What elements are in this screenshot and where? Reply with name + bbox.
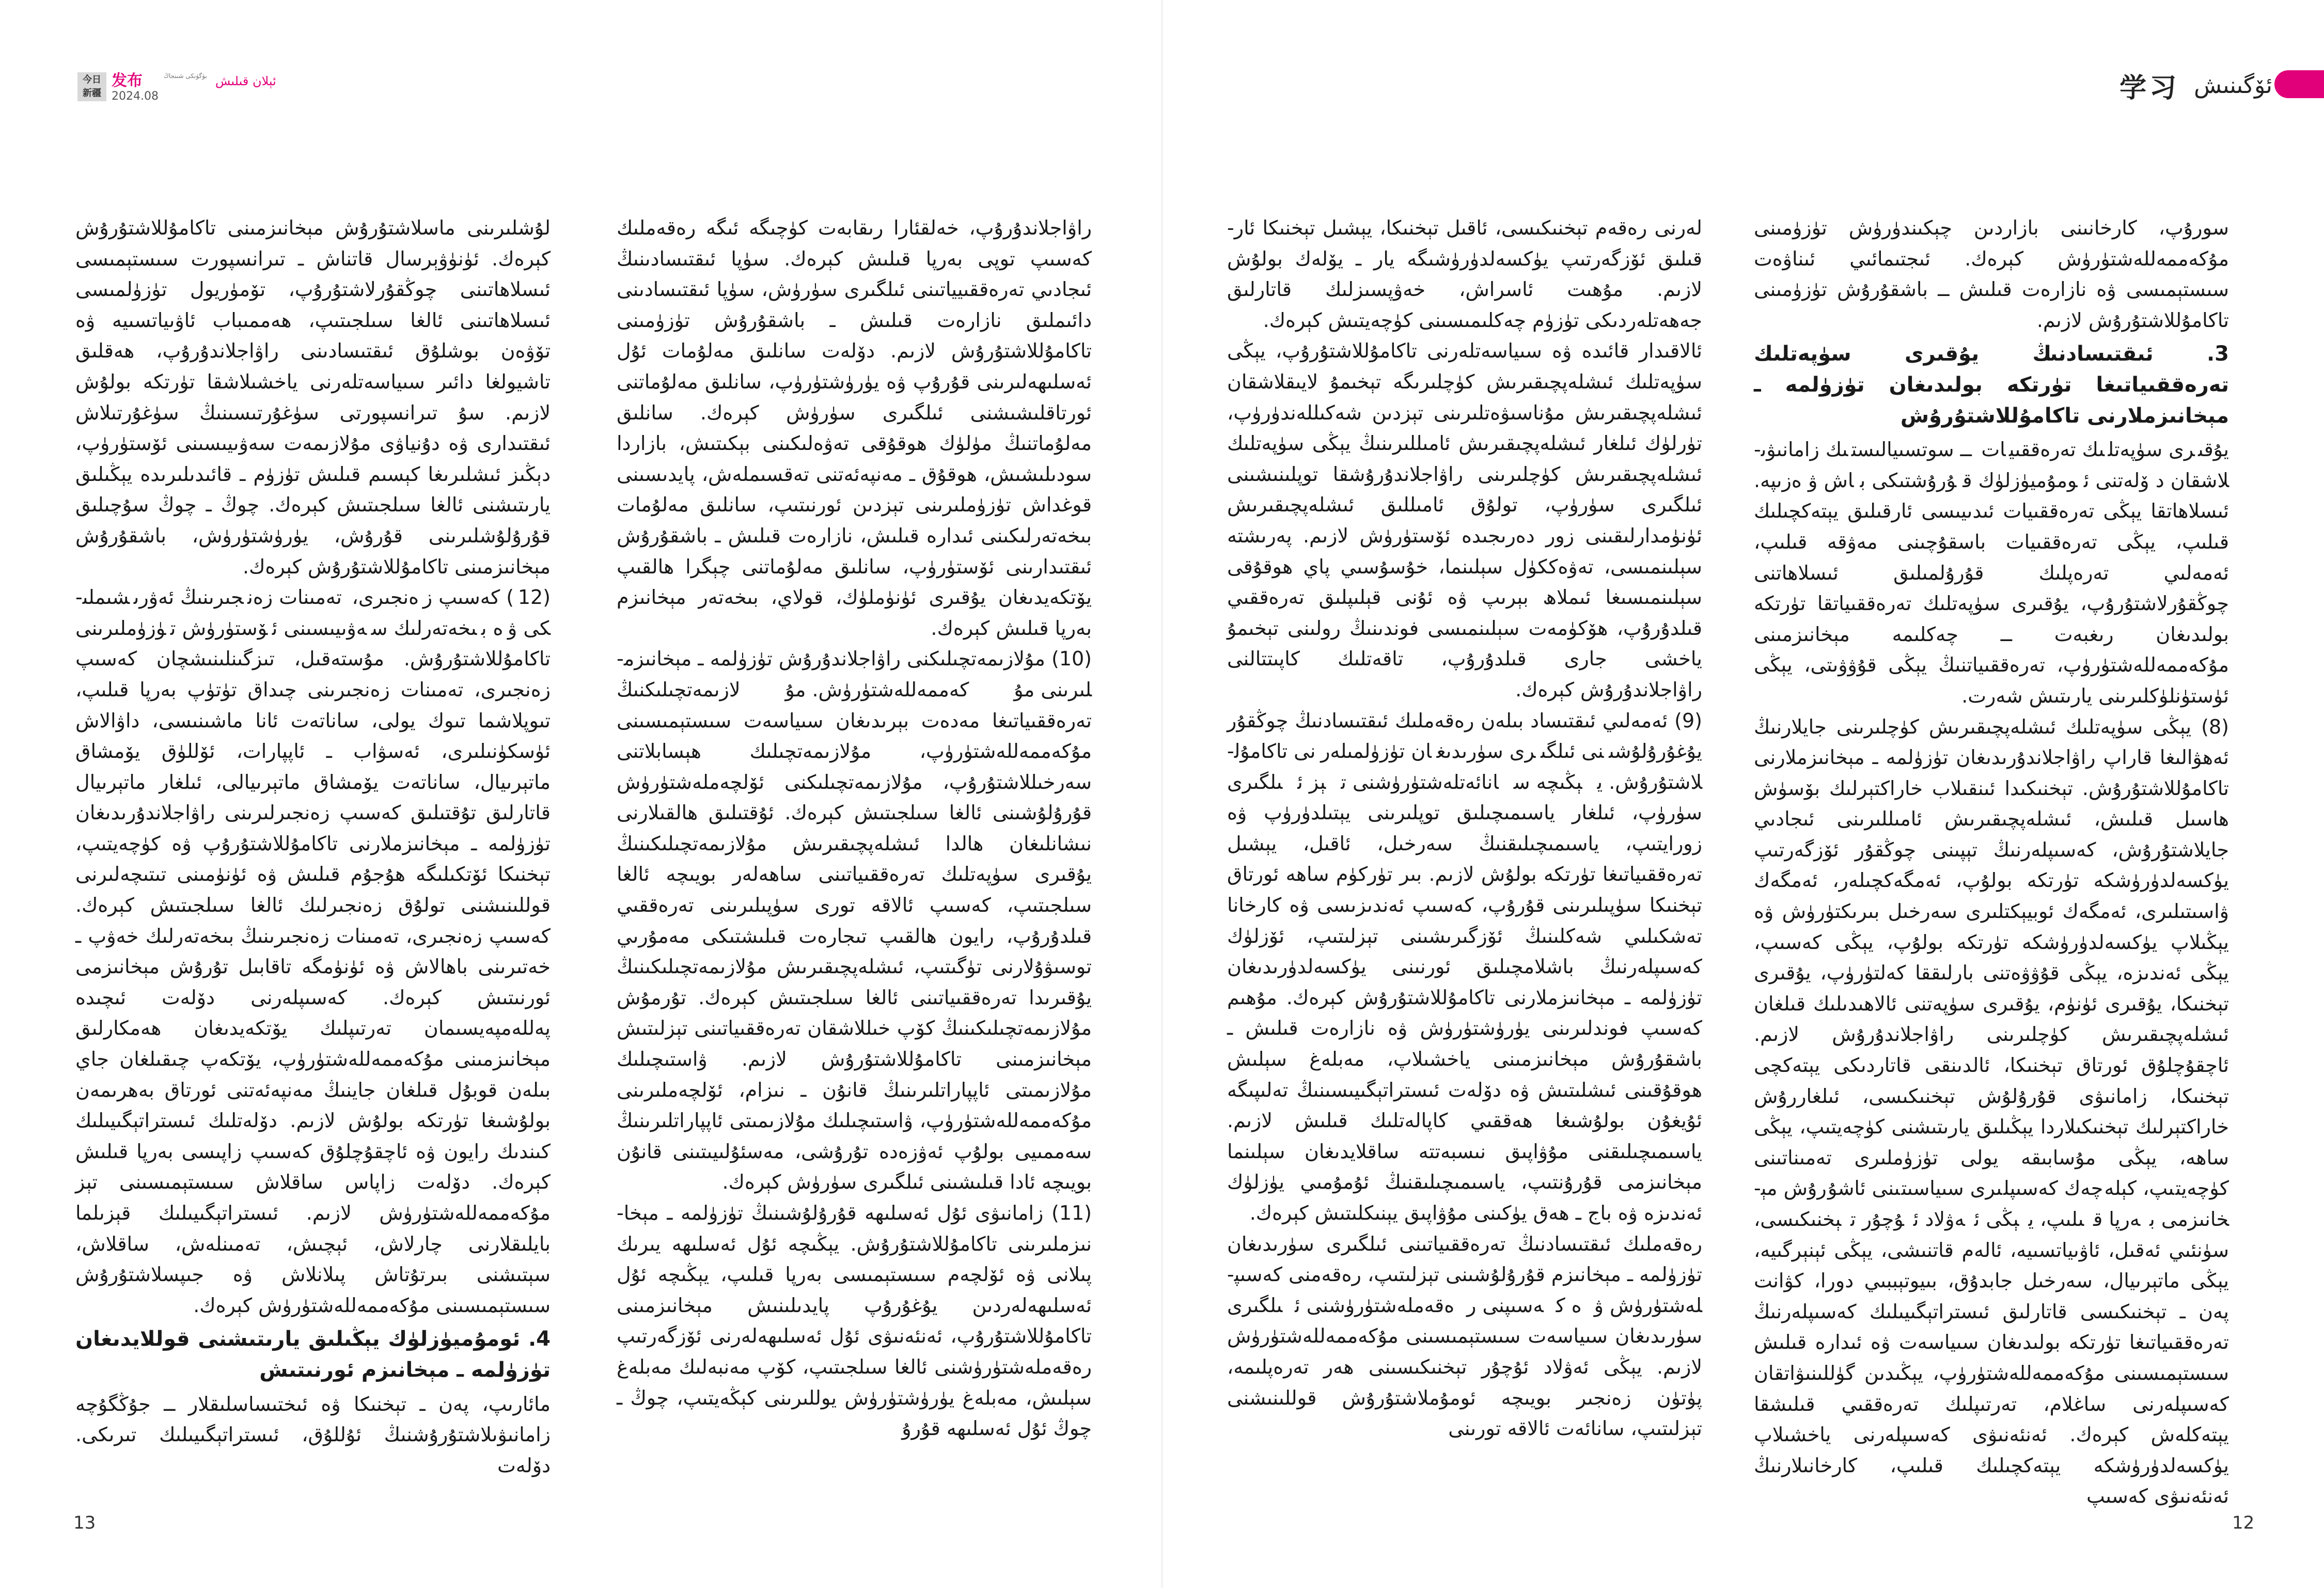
paragraph: راۋاجلاندۇرۇپ، خەلقئارا رىقابەت كۈچىگە ئىگە رەقەملىك كەسىپ توپى بەرپا قىلىش كېرەك. سۈپا ئىقتىسادىنىڭ ئىجادىي تەرەققىيياتىنى ئىلگىرى سۈرۈش، سۈپا ئىقتىسادىنى دائىملىق نازارەت قىلىش ـ باشقۇرۇش تۈزۈمىنى تاكامۇللاشتۇرۇش لازىم. دۆلەت سانلىق مەلۇمات ئۇل ئەسلىھەلىرىنى قۇرۇپ ۋە يۈرۈشتۈرۈپ، سانلىق مەلۇماتنى ئورتاقلىشىشنى ئىلگىرى سۈرۈش كېرەك. سانلىق مەلۇماتنىڭ مۈلۈك ھوقۇقى تەۋەلىكىنى بېكىتىش، بازاردا سودىلىشىش، ھوقۇق ـ مەنپەئەتنى تەقسىملەش، پايدىسىنى قوغداش تۈزۈملىرىنى تېزدىن ئورنىتىپ، سانلىق مەلۇمات بىخەتەرلىكىنى ئىدارە قىلىش، نازارەت قىلىش ـ باشقۇرۇش ئىقتىدارىنى ئۆستۈرۈپ، سانلىق مەلۇماتنى چېگرا ھالقىپ يۆتكەيدىغان يۇقىرى ئۈنۈملۈك، قولاي، بىخەتەر مېخانىزم بەرپا قىلىش كېرەك. [617, 216, 1092, 640]
text-column-4 [1754, 213, 2229, 1508]
paragraph: سورۇپ، كارخانىنى بازاردىن چېكىندۈرۈش تۈزۈمىنى مۇكەممەللەشتۈرۈش كېرەك. ئىجتىمائىي ئىناۋەت سىستېمىسى ۋە نازارەت قىلىش ــ باشقۇرۇش تۈزۈمىنى تاكامۇللاشتۇرۇش لازىم. [1754, 216, 2229, 332]
paragraph: لۇشلىرىنى ماسلاشتۇرۇش مېخانىزمىنى تاكامۇللاشتۇرۇش كېرەك. ئۈنۈۋېرسال قاتناش ـ تىرانسپورت سىستېمىسى ئىسلاھاتىنى چوڭقۇرلاشتۇرۇپ، تۆمۈريول تۈزۈلمىسى ئىسلاھاتىنى ئالغا سىلجىتىپ، ھەممىباب ئاۋىياتسىيە ۋە تۆۋەن بوشلۇق ئىقتىسادىنى راۋاجلاندۇرۇپ، ھەقلىق تاشيولغا دائىر سىياسەتلەرنى ياخشىلاشقا تۈرتكە بولۇش لازىم. سۇ تىرانسپورتى سۈغۇرتىسىنىڭ سۈغۇرتىلاش ئىقتىدارى ۋە دۇنياۋى مۇلازىمەت سەۋىيىسىنى ئۆستۈرۈپ، دېڭىز ئىشلىرىغا كېسىم قىلىش تۈزۈم ـ قائىدىلىرىدە يېڭىلىق يارىتىشنى ئالغا سىلجىتىش كېرەك. چوڭ ـ چوڭ سۇچىلىق قۇرۇلۇشلىرىنى قۇرۇش، يۈرۈشتۈرۈش، باشقۇرۇش مېخانىزمىنى تاكامۇللاشتۇرۇش كېرەك. [75, 216, 551, 578]
page-number-left: 13 [73, 1513, 96, 1533]
text-column-1 [75, 213, 551, 1477]
page-number-right: 12 [2232, 1513, 2255, 1533]
logo-line-1: 今日 [83, 74, 101, 85]
section-title-ug: ئۆگىنىش [2194, 72, 2272, 99]
left-page-header [77, 72, 276, 103]
paragraph: (8) يېڭى سۈپەتلىك ئىشلەپچىقىرىش كۈچلىرىنى جايلارنىڭ ئەھۋالىغا قاراپ راۋاجلاندۇرىدىغان تۈزۈلمە ـ مېخانىزملارنى تاكامۇللاشتۇرۇش. تېخنىكىدا ئىنقىلاب خاراكتېرلىك بۆسۈش ھاسىل قىلىش، ئىشلەپچىقىرىش ئامىللىرىنى ئىجادىي جايلاشتۇرۇش، كەسىپلەرنىڭ تېپىنى چوڭقۇر ئۆزگەرتىپ يۈكسەلدۈرۈشكە تۈرتكە بولۇپ، ئەمگەكچىلەر، ئەمگەك ۋاسىتىلىرى، ئەمگەك ئوبيېكتلىرى سەرخىل بىرىكتۈرۈش ۋە يېڭىلاپ يۈكسەلدۈرۈشكە تۈرتكە بولۇپ، يېڭى كەسىپ، يېڭى ئەندىزە، يېڭى قۇۋۋەتنى بارلىققا كەلتۈرۈپ، يۇقىرى تېخنىكا، يۇقىرى ئۈنۈم، يۇقىرى سۈپەتنى ئالاھىدىلىك قىلغان ئىشلەپچىقىرىش كۈچلىرىنى راۋاجلاندۇرۇش لازىم. ئاچقۇچلۇق ئورتاق تېخنىكا، ئالدىنقى قاتاردىكى يېتەكچى تېخنىكا، زامانىۋى قۇرۇلۇش تېخنىكىسى، ئىلغاررۇش خاراكتېرلىك تېخنىكىلاردا يېڭىلىق يارىتىشنى كۈچەيتىپ، يېڭى ساھە، يېڭى مۇسابىقە يولى تۈزۈملىرى تەمىناتىنى كۈچەيتىپ، كېلەچەك كەسىپلىرى سىياسىتىنى ئاشۇرۇش مېخانىزمى بەرپا قىلىپ، يېڭى ئەۋلاد ئۇچۇر تېخنىكىسى، سۈنئىي ئەقىل، ئاۋىياتسىيە، ئالەم قاتنىشى، يېڭى ئېنېرگىيە، يېڭى ماتېرىيال، سەرخىل جابدۇق، بىيوتېببىي دورا، كۋانت پەن ـ تېخنىكىسى قاتارلىق ئىستراتېگىيىلىك كەسىپلەرنىڭ تەرەققىياتىغا تۈرتكە بولىدىغان سىياسەت ۋە ئىدارە قىلىش سىستېمىسىنى مۇكەممەللەشتۈرۈپ، يېڭىدىن گۈللىنىۋاتقان كەسىپلەرنى ساغلام، تەرتىپلىك تەرەققىي قىلىشقا يېتەكلەش كېرەك. ئەنئەنىۋى كەسىپلەرنى ياخشىلاپ يۈكسەلدۈرۈشكە يېتەكچىلىك قىلىپ، كارخانىلارنىڭ ئەنئەنىۋى كەسىپ [1754, 715, 2229, 1508]
paragraph: رەقەملىك ئىقتىسادنىڭ تەرەققىياتىنى ئىلگىرى سۈرىدىغان تۈزۈلمە ـ مېخانىزم قۇرۇلۇشىنى تېزلىتىپ، رەقەمنى كەسىپلەشتۈرۈش ۋە كەسىپنى رەقەملەشتۈرۈشنى ئىلگىرى سۈرىدىغان سىياسەت سىستېمىسىنى مۇكەممەللەشتۈرۈش لازىم. يېڭى ئەۋلاد ئۇچۇر تېخنىكىسىنى ھەر تەرەپلىمە، پۈتۈن زەنجىر بويىچە ئومۇملاشتۇرۇش قوللىنىشنى تېزلىتىپ، سانائەت ئالاقە تورىنى [1227, 1232, 1702, 1440]
section-tab-marker [2274, 70, 2324, 98]
brand-block [112, 72, 159, 102]
right-page-header [2119, 66, 2272, 105]
magazine-name-ug: بۈگۈنكى شىنجاڭ [163, 72, 207, 80]
logo-line-2: 新疆 [83, 88, 101, 99]
text-column-2 [617, 213, 1092, 1468]
section-label-ug: ئېلان قىلىش [215, 74, 276, 88]
right-page [1162, 0, 2324, 1588]
paragraph: لەرنى رەقەم تېخنىكىسى، ئاقىل تېخنىكا، يېشىل تېخنىكا ئارقىلىق ئۆزگەرتىپ يۈكسەلدۈرۈشىگە يار ـ يۆلەك بولۇش لازىم. مۇھىت ئاسراش، خەۋپسىزلىك قاتارلىق جەھەتلەردىكى تۈزۈم چەكلىمىسىنى كۈچەيتىش كېرەك. [1227, 216, 1702, 332]
paragraph: (9) ئەمەلىي ئىقتىساد بىلەن رەقەملىك ئىقتىسادنىڭ چوڭقۇر يۇغۇرۇلۇشىنى ئىلگىرى سۈرىدىغان تۈزۈلمىلەرنى تاكامۇللاشتۇرۇش. يېڭىچە سانائەتلەشتۈرۈشنى تېز ئىلگىرى سۈرۈپ، ئىلغار ياسىمىچىلىق توپلىرىنى يېتىلدۈرۈپ ۋە زورايتىپ، ياسىمىچىلىقنىڭ سەرخىل، ئاقىل، يېشىل تەرەققىياتىغا تۈرتكە بولۇش لازىم. بىر تۈركۈم ساھە ئورتاق تېخنىكا سۈپىلىرىنى قۇرۇپ، كەسىپ ئەندىزىسى ۋە كارخانا تەشكىلىي شەكلىنىڭ ئۆزگىرىشىنى تېزلىتىپ، ئۆزلۈك كەسىپلەرنىڭ باشلامچىلىق ئورنىنى يۈكسەلدۈرىدىغان تۈزۈلمە ـ مېخانىزملارنى تاكامۇللاشتۇرۇش كېرەك. مۇھىم كەسىپ فوندلىرىنى يۈرۈشتۈرۈش ۋە نازارەت قىلىش ـ باشقۇرۇش مېخانىزمىنى ياخشىلاپ، مەبلەغ سېلىش ھوقۇقىنى ئىشلىتىش ۋە دۆلەت ئىستراتېگىيىسىنىڭ تەلىپىگە ئۇيغۇن بولۇشىغا ھەققىي كاپالەتلىك قىلىش لازىم. ياسىمىچىلىقنى مۇۋاپىق نىسبەتتە ساقلايدىغان سېلىنما مېخانىزمى قۇرۇنتىپ، ياسىمىچىلىقنىڭ ئۇمۇمىي يۈزلۈك ئەندىزە ۋە باج ـ ھەق يۈكىنى مۇۋاپىق يېنىكلىتىش كېرەك. [1227, 709, 1702, 1224]
section-title-cn: 学习 [2119, 72, 2180, 104]
paragraph: مائارىپ، پەن ـ تېخنىكا ۋە ئىختىساسلىقلار ــ جۇڭگۇچە زامانىۋىلاشتۇرۇشنىڭ ئۇللۇق، ئىستراتېگىيىلىك تىرىكى. دۆلەت [75, 1392, 551, 1477]
issue-date: 2024.08 [112, 90, 159, 103]
paragraph: (11) زامانىۋى ئۇل ئەسلىھە قۇرۇلۇشىنىڭ تۈزۈلمە ـ مېخانىزملىرىنى تاكامۇللاشتۇرۇش. يېڭىچە ئۇل ئەسلىھە يىرىك پىلانى ۋە ئۆلچەم سىستېمىسى بەرپا قىلىپ، يېڭىچە ئۇل ئەسلىھەلەردىن يۇغۇرۇپ پايدىلىنىش مېخانىزمىنى تاكامۇللاشتۇرۇپ، ئەنئەنىۋى ئۇل ئەسلىھەلەرنى ئۆزگەرتىپ رەقەملەشتۈرۈشنى ئالغا سىلجىتىپ، كۆپ مەنبەلىك مەبلەغ سېلىش، مەبلەغ يۈرۈشتۈرۈش يوللىرىنى كېڭەيتىپ، چوڭ ـ چوڭ ئۇل ئەسلىھە قۇرۇ [617, 1202, 1092, 1440]
paragraph: (10) مۇلازىمەتچىلىكنى راۋاجلاندۇرۇش تۈزۈلمە ـ مېخانىزملىرىنى مۇكەممەللەشتۈرۈش. مۇلازىمەتچىلىكنىڭ تەرەققىياتىغا مەدەت بېرىدىغان سىياسەت سىستېمىسىنى مۇكەممەللەشتۈرۈپ، مۇلازىمەتچىلىك ھېسابلاتنى سەرخىللاشتۇرۇپ، مۇلازىمەتچىلىكنى ئۆلچەملەشتۈرۈش قۇرۇلۇشىنى ئالغا سىلجىتىش كېرەك. ئۇقتىلىق ھالقىلارنى نىشانلىغان ھالدا ئىشلەپچىقىرىش مۇلازىمەتچىلىكىنىڭ يۇقىرى سۈپەتلىك تەرەققىياتىنى ساھەلەر بويىچە ئالغا سىلجىتىپ، كەسىپ ئالاقە تورى سۈپىلىرىنى تەرەققىي قىلدۇرۇپ، رايون ھالقىپ تىجارەت قىلىشتىكى مەمۇرىي توسىۋۇلارنى تۈگىتىپ، ئىشلەپچىقىرىش مۇلازىمەتچىلىكىنىڭ يۇقىرىدا تەرەققىياتىنى ئالغا سىلجىتىش كېرەك. تۇرمۇش مۇلازىمەتچىلىكىنىڭ كۆپ خىللاشقان تەرەققىياتىنى تېزلىتىش مېخانىزمىنى تاكامۇللاشتۇرۇش لازىم. ۋاستىچىلىك مۇلازىمىتى ئاپپاراتلىرىنىڭ قانۇن ـ نىزام، ئۆلچەملىرىنى مۇكەممەللەشتۈرۈپ، ۋاستىچىلىك مۇلازىمىتى ئاپپاراتلىرىنىڭ سەممىيى بولۇپ ئەۋزەدە تۇرۇشى، مەسئۇلىيىتىنى قانۇن بويىچە ئادا قىلىشىنى ئىلگىرى سۈرۈش كېرەك. [617, 647, 1092, 1194]
paragraph: يۇقىرى سۈپەتلىك تەرەققىيات ــ سوتسىيالىستىك زامانىۋىلاشقان دۆلەتنى ئومۇميۈزلۈك قۇرۇشتىكى باش ۋەزىپە. ئىسلاھاتقا يېڭى تەرەققىيات ئىدىيىسى ئارقىلىق يېتەكچىلىك قىلىپ، يېڭى تەرەققىيات باسقۇچىنى مەۋقە قىلىپ، ئەمەلىي تەرەپلىك قۇرۇلمىلىق ئىسلاھاتنى چوڭقۇرلاشتۇرۇپ، يۇقىرى سۈپەتلىك تەرەققىياتقا تۈرتكە بولىدىغان رىغبەت ــ چەكلىمە مېخانىزمىنى مۇكەممەللەشتۈرۈپ، تەرەققىياتنىڭ يېڭى قۇۋۋىتى، يېڭى ئۈستۈنلۈكلىرىنى يارىتىش شەرت. [1754, 438, 2229, 707]
brand-sub [164, 72, 207, 80]
magazine-logo [77, 72, 106, 101]
section-heading: 4. ئومۇميۈزلۈك يېڭىلىق يارىتىشنى قوللايدىغان تۈزۈلمە ـ مېخانىزم ئورنىتىش [75, 1327, 551, 1382]
section-heading: 3. ئىقتىسادنىڭ يۇقىرى سۈپەتلىك تەرەققىياتىغا تۈرتكە بولىدىغان تۈزۈلمە ـ مېخانىزملارنى تاكامۇللاشتۇرۇش [1754, 342, 2229, 428]
paragraph: ئالاقىدار قائىدە ۋە سىياسەتلەرنى تاكامۇللاشتۇرۇپ، يېڭى سۈپەتلىك ئىشلەپچىقىرىش كۈچلىرىگە تېخىمۇ لايىقلاشقان ئىشلەپچىقىرىش مۇناسىۋەتلىرىنى تېزدىن شەكىللەندۈرۈپ، تۈرلۈك ئىلغار ئىشلەپچىقىرىش ئامىللىرىنىڭ يېڭى سۈپەتلىك ئىشلەپچىقىرىش كۈچلىرىنى راۋاجلاندۇرۇشقا توپلىنىشىنى ئىلگىرى سۈرۈپ، تولۇق ئامىللىق ئىشلەپچىقىرىش ئۈنۈمدارلىقىنى زور دەرىجىدە ئۆستۈرۈش لازىم. پەرىشتە سېلىنمىسى، تەۋەككۈل سېلىنما، خۇسۇسىي پاي ھوقۇقى سېلىنمىسىغا ئىملاھ بېرىپ ۋە ئۇنى قېلىپلىق تەرەققىي قىلدۇرۇپ، ھۆكۈمەت سېلىنمىسى فوندىنىڭ رولىنى تېخىمۇ ياخشى جارى قىلدۇرۇپ، تاقەتلىك كاپىتتالنى راۋاجلاندۇرۇش كېرەك. [1227, 339, 1702, 701]
brand-label: 发布 [112, 72, 143, 90]
text-column-3 [1227, 213, 1702, 1468]
paragraph: (12) كەسىپ زەنجىرى، تەمىنات زەنجىرىنىڭ ئەۋرىشىملىكى ۋە بىخەتەرلىك سەۋىيىسىنى ئۆستۈرۈش تۈزۈملىرىنى تاكامۇللاشتۇرۇش. مۇستەقىل، تىزگىنلىنىشچان كەسىپ زەنجىرى، تەمىنات زەنجىرىنى چىداق تۈتۈپ بەرپا قىلىپ، تىوپلاشما تىوك يولى، ساناتەت ئانا ماشىنىسى، داۋالاش ئۈسكۈنىلىرى، ئەسۋاب ـ ئاپپارات، ئۆللۈق يۆمشاق ماتېرىيال، ساناتەت يۆمشاق ماتېرىيالى، ئىلغار ماتېرىيال قاتارلىق تۇقتىلىق كەسىپ زەنجىرلىرىنى راۋاجلاندۇرىدىغان تۈزۈلمە ـ مېخانىزملارنى تاكامۇللاشتۇرۇپ ۋە كۈچەيتىپ، تېخنىكا ئۆتكىلىگە ھۇجۇم قىلىش ۋە ئۈنۈمىنى تىتىچەلىرنى قوللىنىشنى تولۇق زەنجىرلىك ئالغا سىلجىتىش كېرەك. كەسىپ زەنجىرى، تەمىنات زەنجىرىنىڭ بىخەتەرلىك خەۋپ ـ خەتىرىنى باھالاش ۋە ئۈنۈمگە تاقابىل تۇرۇش مېخانىزمى ئورنىتىش كېرەك. كەسىپلەرنى دۆلەت ئىچىدە پەللەمپەيسىمان تەرتىپلىك يۆتكەيدىغان ھەمكارلىق مېخانىزمىنى مۇكەممەللەشتۈرۈپ، يۆتكەپ چىقىلغان جاي بىلەن قوبۇل قىلغان جاينىڭ مەنپەئەتنى ئورتاق بەھرىمەن بولۇشىغا تۈرتكە بولۇش لازىم. دۆلەتلىك ئىستراتېگىيىلىك كىندىك رايون ۋە ئاچقۇچلۇق كەسىپ زاپىسى بەرپا قىلىش كېرەك. دۆلەت زاپاس ساقلاش سىستېمىسىنى تېز مۇكەممەللەشتۈرۈش لازىم. ئىستراتېگىيىلىك قېزىلما بايلىقلارنى چارلاش، ئېچىش، تەمىنلەش، ساقلاش، سېتىشنى بىرتۇتاش پىلانلاش ۋە جىپسلاشتۇرۇش سىستېمىسىنى مۇكەممەللەشتۈرۈش كېرەك. [75, 586, 551, 1317]
